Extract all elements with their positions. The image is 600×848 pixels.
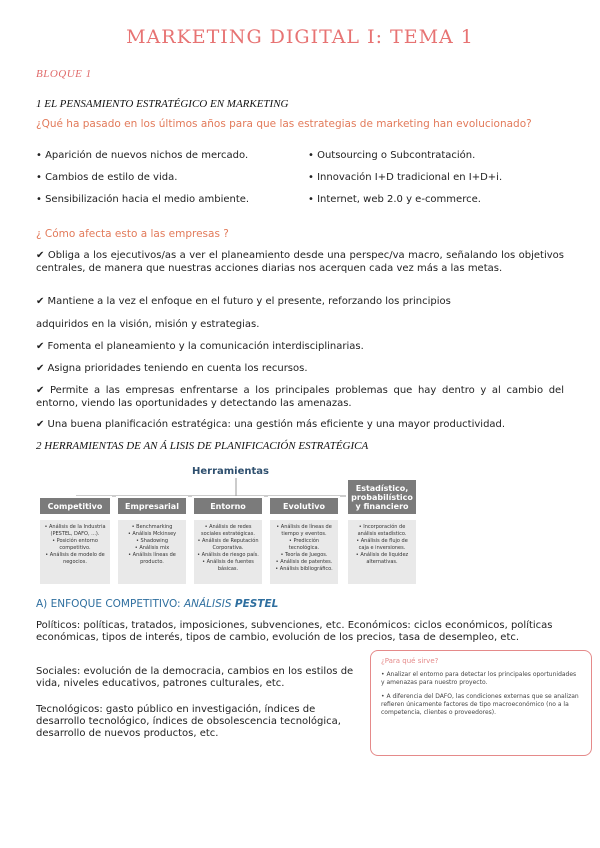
bullet-left-1: • Aparición de nuevos nichos de mercado. xyxy=(36,150,249,161)
bullet-left-2: • Cambios de estilo de vida. xyxy=(36,172,178,183)
tool-item: • Análisis de redes sociales estratégicas. xyxy=(201,524,255,537)
tool-item: • Análisis de fuentes básicas. xyxy=(202,559,254,572)
tool-item: • Benchmarking xyxy=(131,524,173,530)
category-box-entorno xyxy=(194,520,262,584)
subheading-prefix: A) ENFOQUE COMPETITIVO: xyxy=(36,598,184,610)
tool-item: • Predicción tecnológica. xyxy=(288,538,320,551)
check-item-6: ✔ Una buena planificación estratégica: una gestión más eficiente y una mayor productividad. xyxy=(36,419,506,430)
category-entorno: Entorno xyxy=(192,496,264,516)
check-item-5: ✔ Permite a las empresas enfrentarse a los principales problemas que hay dentro y al cambio del entorno, viendo las oportunidades y detectando las amenazas. xyxy=(36,385,564,409)
callout-point-1: • Analizar el entorno para detectar los principales oportunidades y amenazas para nuestro proyecto. xyxy=(381,671,577,686)
tool-item: • Análisis de patentes. xyxy=(275,559,333,565)
tool-item: • Teoría de Juegos. xyxy=(280,552,328,558)
tecnologicos-paragraph: Tecnológicos: gasto público en investigación, índices de desarrollo tecnológico, índices de obsolescencia tecnológica, desarrollo de nuevos productos, etc. xyxy=(36,704,341,739)
subheading-italic: ANÁLISIS xyxy=(183,598,235,610)
category-empresarial: Empresarial xyxy=(116,496,188,516)
pestel-subheading xyxy=(36,598,278,610)
check-item-2: ✔ Mantiene a la vez el enfoque en el futuro y el presente, reforzando los principios xyxy=(36,296,451,307)
politicos-paragraph: Políticos: políticas, tratados, imposiciones, subvenciones, etc. Económicos: ciclos económicos, políticas económicas, tipos de interés, tipos de cambio, evolución de los precios, tasa de desempleo, etc. xyxy=(36,620,553,643)
section-heading-2: 2 HERRAMIENTAS DE AN Á LISIS DE PLANIFICACIÓN ESTRATÉGICA xyxy=(36,440,369,452)
callout-point-2: • A diferencia del DAFO, las condiciones externas que se analizan refieren únicamente factores de tipo macroeconómico (no a la competencia, clientes o proveedores). xyxy=(381,693,579,716)
category-box-empresarial xyxy=(118,520,186,584)
category-box-estadistico xyxy=(348,520,416,584)
tool-item: • Análisis de líneas de tiempo y eventos. xyxy=(276,524,332,537)
question-2: ¿ Cómo afecta esto a las empresas ? xyxy=(36,228,229,240)
tool-item: • Análisis de riesgo país. xyxy=(197,552,259,558)
check-item-1: ✔ Obliga a los ejecutivos/as a ver el planeamiento desde una perspec/va macro, señalando los objetivos centrales, de manera que nuestras acciones diarias nos acerquen cada vez más a las metas. xyxy=(36,250,564,274)
tool-item: • Análisis líneas de producto. xyxy=(128,552,176,565)
diagram-header: Herramientas xyxy=(192,466,269,477)
tool-item: • Análisis de modelo de negocios. xyxy=(45,552,105,565)
diagram-connector xyxy=(36,478,564,498)
section-heading-1: 1 EL PENSAMIENTO ESTRATÉGICO EN MARKETING xyxy=(36,98,289,110)
bullet-right-2: • Innovación I+D tradicional en I+D+i. xyxy=(308,172,503,183)
purpose-callout xyxy=(370,650,592,756)
tool-item: • Incorporación de análisis estadístico. xyxy=(357,524,407,537)
bullet-right-3: • Internet, web 2.0 y e-commerce. xyxy=(308,194,481,205)
category-evolutivo: Evolutivo xyxy=(268,496,340,516)
category-competitivo: Competitivo xyxy=(38,496,112,516)
tool-item: • Análisis bibliográfico. xyxy=(275,566,333,572)
category-box-competitivo xyxy=(40,520,110,584)
check-item-3: ✔ Fomenta el planeamiento y la comunicación interdisciplinarias. xyxy=(36,341,364,352)
block-label: BLOQUE 1 xyxy=(36,68,92,80)
page-title: MARKETING DIGITAL I: TEMA 1 xyxy=(126,26,474,48)
tool-item: • Análisis de liquidez alternativas. xyxy=(355,552,409,565)
tool-item: • Análisis de flujo de caja e inversiones. xyxy=(356,538,408,551)
bullet-right-1: • Outsourcing o Subcontratación. xyxy=(308,150,476,161)
sociales-paragraph: Sociales: evolución de la democracia, cambios en los estilos de vida, niveles educativos, patrones culturales, etc. xyxy=(36,666,354,689)
tool-item: • Shadowing xyxy=(136,538,168,544)
category-estadistico: Estadístico, probabilístico y financiero xyxy=(346,478,418,516)
tool-item: • Análisis de la Industria (PESTEL, DAFO, ...). xyxy=(44,524,106,537)
question-1: ¿Qué ha pasado en los últimos años para que las estrategias de marketing han evolucionado? xyxy=(36,118,532,130)
callout-heading: ¿Para qué sirve? xyxy=(381,657,439,665)
category-box-evolutivo xyxy=(270,520,338,584)
check-item-4: ✔ Asigna prioridades teniendo en cuenta los recursos. xyxy=(36,363,308,374)
check-item-2b: adquiridos en la visión, misión y estrategias. xyxy=(36,319,260,330)
subheading-bold: PESTEL xyxy=(234,598,279,610)
tool-item: • Análisis Mckinsey xyxy=(127,531,177,537)
tool-item: • Posición entorno competitivo. xyxy=(52,538,98,551)
tool-item: • Análisis mix xyxy=(134,545,170,551)
bullet-left-3: • Sensibilización hacia el medio ambiente. xyxy=(36,194,250,205)
tool-item: • Análisis de Reputación Corporativa. xyxy=(197,538,259,551)
